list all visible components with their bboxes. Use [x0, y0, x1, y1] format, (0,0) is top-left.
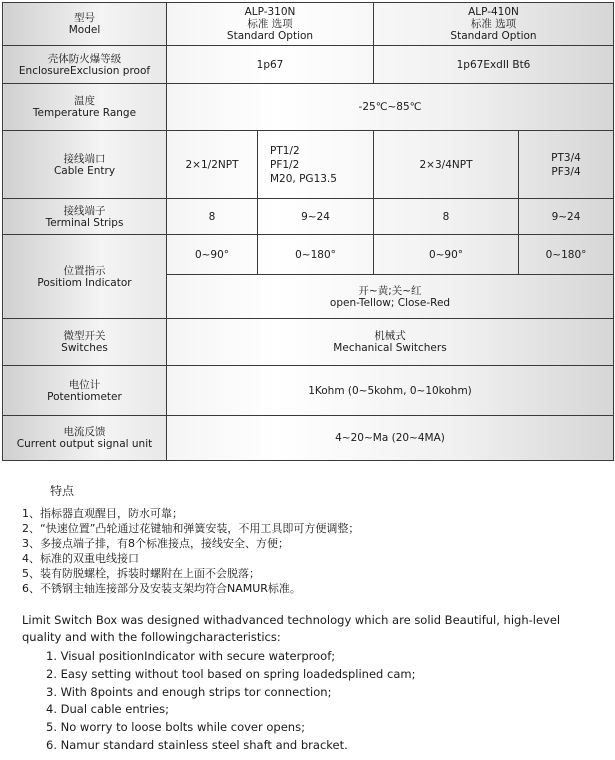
potentiometer-row [3, 366, 614, 416]
list-item: 6. Namur standard stainless steel shaft and bracket. [46, 737, 348, 752]
position-310-std: 0~90° [167, 235, 258, 275]
features-en-intro: Limit Switch Box was designed withadvanced technology which are solid Beautiful, high-level quality and with the followingcharacteristics: [22, 613, 561, 644]
list-item: 1、指标器直观醒目，防水可靠； [22, 507, 183, 520]
switches-row [3, 319, 614, 366]
current-row [3, 416, 614, 461]
list-item: 4. Dual cable entries; [46, 702, 170, 717]
spec-table [2, 2, 614, 461]
position-410-std: 0~90° [374, 235, 519, 275]
switches-value: 机械式 Mechanical Switchers [167, 319, 614, 366]
cable-label: 接线端口 Cable Entry [3, 131, 167, 199]
enclosure-label: 壳体防火爆等级 EnclosureExclusion proof [3, 46, 167, 84]
potentiometer-value: 1Kohm (0~5kohm, 0~10kohm) [167, 366, 614, 416]
alp410n-header: ALP-410N 标准 选项 Standard Option [374, 3, 614, 46]
features-en-list [46, 648, 415, 755]
list-item: 6、不锈钢主轴连接部分及安装支架均符合NAMUR标准。 [22, 582, 301, 595]
enclosure-row [3, 46, 614, 84]
position-310-opt: 0~180° [258, 235, 374, 275]
terminal-310-std: 8 [167, 199, 258, 235]
cable-410-std: 2×3/4NPT [374, 131, 519, 199]
model-label: 型号 Model [3, 3, 167, 46]
temperature-row [3, 84, 614, 131]
switches-label: 微型开关 Switches [3, 319, 167, 366]
position-label: 位置指示 Positiom Indicator [3, 235, 167, 319]
terminal-310-opt: 9~24 [258, 199, 374, 235]
list-item: 2、“快速位置”凸轮通过花键轴和弹簧安装，不用工具即可方便调整； [22, 522, 360, 535]
position-410-opt: 0~180° [519, 235, 614, 275]
terminal-410-opt: 9~24 [519, 199, 614, 235]
current-label: 电流反馈 Current output signal unit [3, 416, 167, 461]
cable-310-std: 2×1/2NPT [167, 131, 258, 199]
enclosure-310: 1p67 [167, 46, 374, 84]
terminal-row [3, 199, 614, 235]
list-item: 5. No worry to loose bolts while cover opens; [46, 720, 305, 735]
list-item: 4、标准的双重电线接口 [22, 552, 139, 565]
list-item: 3. With 8points and enough strips tor connection; [46, 684, 332, 699]
position-row [3, 235, 614, 275]
enclosure-410: 1p67ExdII Bt6 [374, 46, 614, 84]
cable-410-opt: PT3/4 PF3/4 [519, 131, 614, 199]
position-note: 开~黄;关~红 open-Tellow; Close-Red [167, 275, 614, 319]
temperature-label: 温度 Temperature Range [3, 84, 167, 131]
header-row [3, 3, 614, 46]
alp310n-header: ALP-310N 标准 选项 Standard Option [167, 3, 374, 46]
terminal-410-std: 8 [374, 199, 519, 235]
list-item: 5、装有防脱螺栓，拆装时螺附在上面不会脱落； [22, 567, 260, 580]
terminal-label: 接线端子 Terminal Strips [3, 199, 167, 235]
temperature-value: -25℃~85℃ [167, 84, 614, 131]
current-value: 4~20~Ma (20~4MA) [167, 416, 614, 461]
list-item: 1. Visual positionIndicator with secure waterproof; [46, 649, 336, 663]
cable-310-opt: PT1/2 PF1/2 M20, PG13.5 [258, 131, 374, 199]
list-item: 3、多接点端子排，有8个标准接点，接线安全、方便； [22, 537, 289, 550]
list-item: 2. Easy setting without tool based on spring loadedsplined cam; [46, 666, 416, 681]
cable-row [3, 131, 614, 199]
features-heading: 特点 [50, 484, 75, 498]
potentiometer-label: 电位计 Potentiometer [3, 366, 167, 416]
features-cn-list [22, 506, 359, 596]
